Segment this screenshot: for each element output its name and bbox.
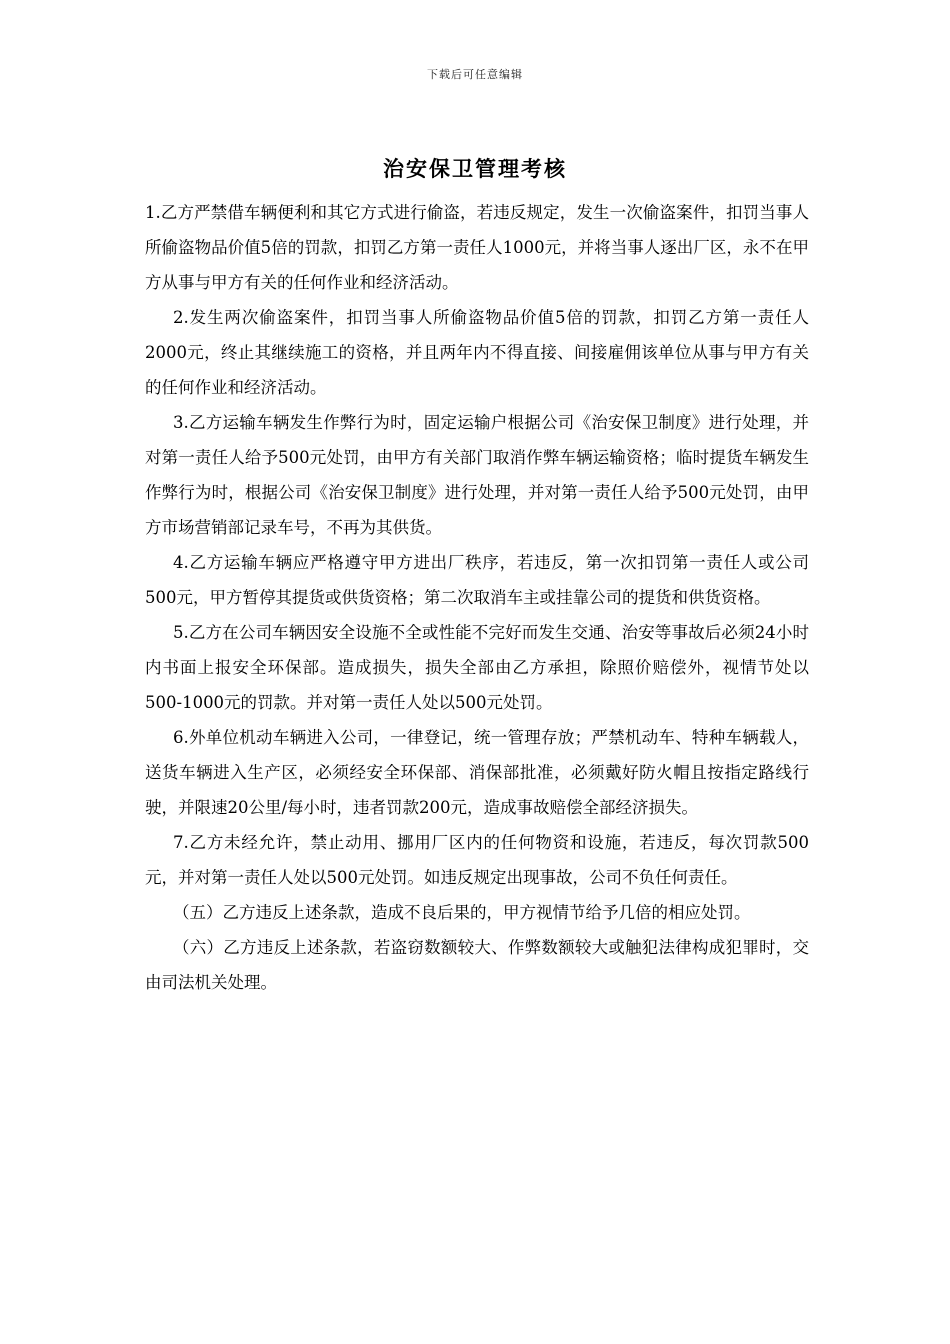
clause-3: 3.乙方运输车辆发生作弊行为时，固定运输户根据公司《治安保卫制度》进行处理，并对第一责任人给予500元处罚，由甲方有关部门取消作弊车辆运输资格；临时提货车辆发生作弊行为时，根据公司《治安保卫制度》进行处理，并对第一责任人给予500元处罚，由甲方市场营销部记录车号，不再为其供货。 [145,413,809,537]
clause-4: 4.乙方运输车辆应严格遵守甲方进出厂秩序，若违反，第一次扣罚第一责任人或公司500元，甲方暂停其提货或供货资格；第二次取消车主或挂靠公司的提货和供货资格。 [145,553,809,607]
clause-1: 1.乙方严禁借车辆便利和其它方式进行偷盗，若违反规定，发生一次偷盗案件，扣罚当事人所偷盗物品价值5倍的罚款，扣罚乙方第一责任人1000元，并将当事人逐出厂区，永不在甲方从事与甲方有关的任何作业和经济活动。 [145,203,809,292]
clause-7: 7.乙方未经允许，禁止动用、挪用厂区内的任何物资和设施，若违反，每次罚款500元，并对第一责任人处以500元处罚。如违反规定出现事故，公司不负任何责任。 [145,833,809,887]
clause-6: 6.外单位机动车辆进入公司，一律登记，统一管理存放；严禁机动车、特种车辆载人，送货车辆进入生产区，必须经安全环保部、消保部批准，必须戴好防火帽且按指定路线行驶，并限速20公里/每小时，违者罚款200元，造成事故赔偿全部经济损失。 [145,728,809,817]
clause-six: （六）乙方违反上述条款，若盗窃数额较大、作弊数额较大或触犯法律构成犯罪时，交由司法机关处理。 [145,938,809,992]
document-title: 治安保卫管理考核 [383,156,567,181]
clause-5: 5.乙方在公司车辆因安全设施不全或性能不完好而发生交通、治安等事故后必须24小时内书面上报安全环保部。造成损失，损失全部由乙方承担，除照价赔偿外，视情节处以500-1000元的罚款。并对第一责任人处以500元处罚。 [145,623,809,712]
clause-five: （五）乙方违反上述条款，造成不良后果的，甲方视情节给予几倍的相应处罚。 [173,903,751,922]
clause-2: 2.发生两次偷盗案件，扣罚当事人所偷盗物品价值5倍的罚款，扣罚乙方第一责任人2000元，终止其继续施工的资格，并且两年内不得直接、间接雇佣该单位从事与甲方有关的任何作业和经济活动。 [145,308,809,397]
header-note: 下载后可任意编辑 [427,68,523,81]
document-body [145,195,809,1000]
